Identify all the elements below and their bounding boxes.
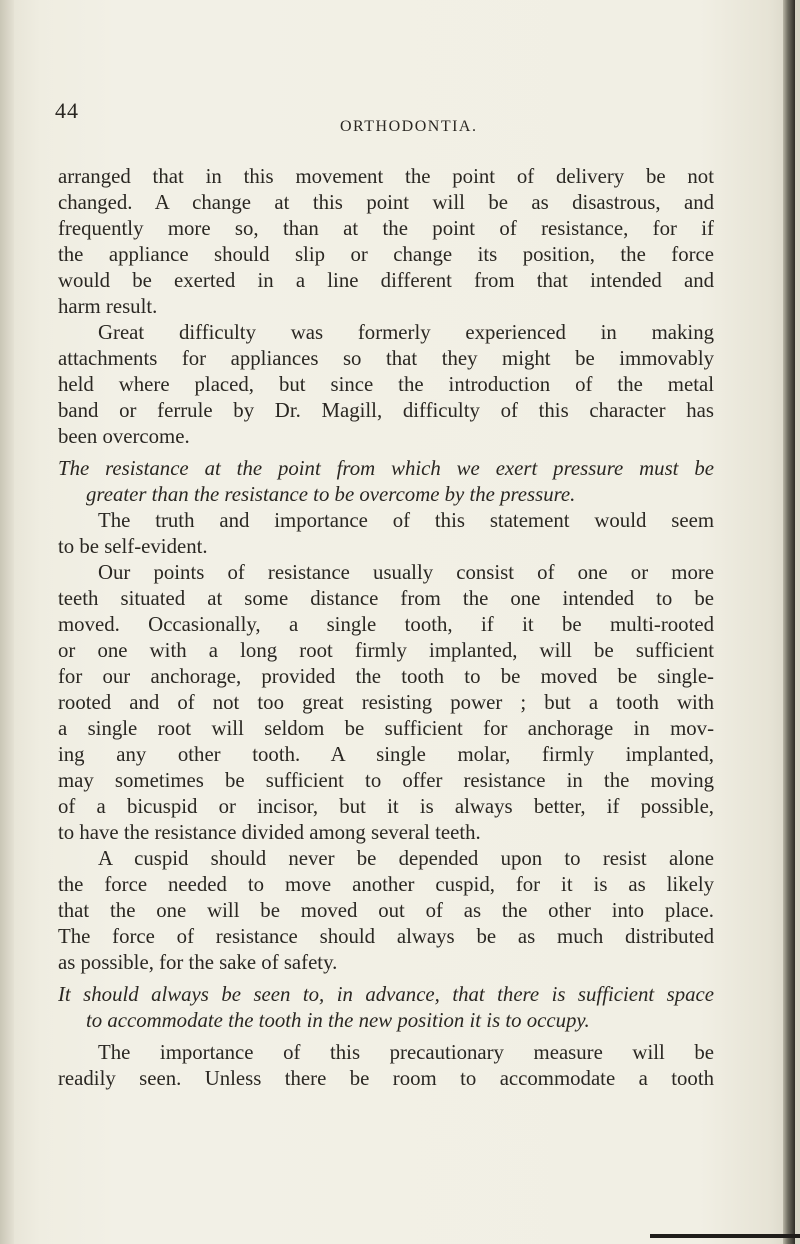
text-line: attachments for appliances so that they might be immovably bbox=[58, 347, 714, 370]
text-line: ing any other tooth. A single molar, firmly implanted, bbox=[58, 743, 714, 766]
text-line: teeth situated at some distance from the one intended to be bbox=[58, 587, 714, 610]
text-line: rooted and of not too great resisting power ; but a tooth with bbox=[58, 691, 714, 714]
text-line: or one with a long root firmly implanted, will be sufficient bbox=[58, 639, 714, 662]
text-line: The truth and importance of this statement would seem bbox=[98, 509, 714, 532]
body-text bbox=[58, 164, 714, 1092]
text-line: A cuspid should never be depended upon to resist alone bbox=[98, 847, 714, 870]
text-line: been overcome. bbox=[58, 425, 190, 448]
text-line: for our anchorage, provided the tooth to be moved be single- bbox=[58, 665, 714, 688]
text-line: band or ferrule by Dr. Magill, difficulty of this character has bbox=[58, 399, 714, 422]
text-line: of a bicuspid or incisor, but it is always better, if possible, bbox=[58, 795, 714, 818]
italic-principle-line: It should always be seen to, in advance, that there is sufficient space bbox=[58, 983, 714, 1006]
text-line: to be self-evident. bbox=[58, 535, 208, 558]
italic-principle-line: The resistance at the point from which we exert pressure must be bbox=[58, 457, 714, 480]
text-line: arranged that in this movement the point of delivery be not bbox=[58, 165, 714, 188]
text-line: may sometimes be sufficient to offer resistance in the moving bbox=[58, 769, 714, 792]
text-line: the force needed to move another cuspid, for it is as likely bbox=[58, 873, 714, 896]
italic-principle-line: greater than the resistance to be overcome by the pressure. bbox=[86, 483, 576, 506]
running-title: ORTHODONTIA. bbox=[340, 118, 478, 135]
text-line: the appliance should slip or change its position, the force bbox=[58, 243, 714, 266]
page-right-edge-shadow bbox=[783, 0, 795, 1244]
text-line: to have the resistance divided among several teeth. bbox=[58, 821, 481, 844]
page-bottom-dark-edge bbox=[650, 1234, 800, 1238]
text-line: frequently more so, than at the point of resistance, for if bbox=[58, 217, 714, 240]
text-line: The importance of this precautionary measure will be bbox=[98, 1041, 714, 1064]
text-line: held where placed, but since the introduction of the metal bbox=[58, 373, 714, 396]
page-header bbox=[0, 98, 795, 138]
text-line: would be exerted in a line different from that intended and bbox=[58, 269, 714, 292]
page-left-edge bbox=[0, 0, 14, 1244]
text-line: harm result. bbox=[58, 295, 158, 318]
text-line: Great difficulty was formerly experienced in making bbox=[98, 321, 714, 344]
text-line: as possible, for the sake of safety. bbox=[58, 951, 338, 974]
page-number: 44 bbox=[55, 98, 79, 123]
italic-principle-line: to accommodate the tooth in the new position it is to occupy. bbox=[86, 1009, 590, 1032]
text-line: readily seen. Unless there be room to accommodate a tooth bbox=[58, 1067, 714, 1090]
text-line: moved. Occasionally, a single tooth, if it be multi-rooted bbox=[58, 613, 714, 636]
text-line: a single root will seldom be sufficient for anchorage in mov- bbox=[58, 717, 714, 740]
text-line: changed. A change at this point will be as disastrous, and bbox=[58, 191, 714, 214]
text-line: that the one will be moved out of as the other into place. bbox=[58, 899, 714, 922]
text-line: The force of resistance should always be as much distributed bbox=[58, 925, 714, 948]
text-line: Our points of resistance usually consist of one or more bbox=[98, 561, 714, 584]
